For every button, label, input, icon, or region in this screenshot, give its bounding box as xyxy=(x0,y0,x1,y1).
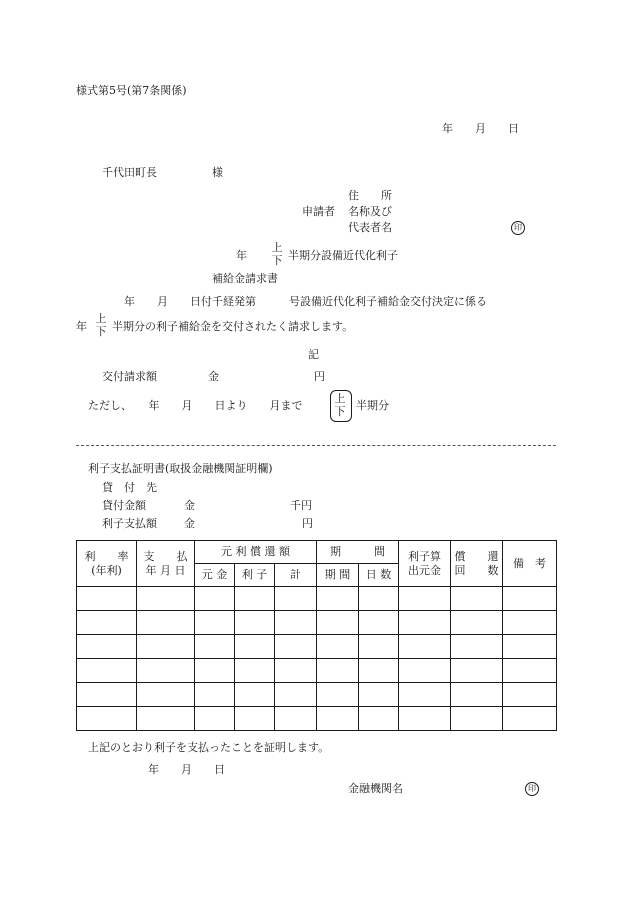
table-cell[interactable] xyxy=(359,587,399,611)
table-cell[interactable] xyxy=(317,659,359,683)
table-cell[interactable] xyxy=(503,611,557,635)
proviso-lower: 下 xyxy=(334,405,346,418)
applicant-seal: 印 xyxy=(511,221,525,235)
proviso-text: ただし、 年 月 日より 月まで xyxy=(88,399,303,412)
table-cell[interactable] xyxy=(195,635,235,659)
cert-interest-label: 利子支払額 xyxy=(102,517,157,530)
cert-title: 利子支払証明書(取扱金融機関証明欄) xyxy=(88,462,273,475)
table-cell[interactable] xyxy=(137,683,195,707)
table-cell[interactable] xyxy=(275,707,317,731)
body-line2-year: 年 xyxy=(76,320,87,333)
header-remarks: 備 考 xyxy=(503,541,557,587)
table-cell[interactable] xyxy=(359,707,399,731)
table-body xyxy=(77,587,557,731)
table-cell[interactable] xyxy=(77,659,137,683)
table-row xyxy=(77,611,557,635)
table-cell[interactable] xyxy=(399,707,451,731)
interest-table xyxy=(76,540,557,731)
applicant-rep: 代表者名 xyxy=(348,221,392,234)
table-cell[interactable] xyxy=(399,587,451,611)
table-row xyxy=(77,659,557,683)
table-cell[interactable] xyxy=(359,611,399,635)
header-pay-sub: 年 月 日 xyxy=(145,563,186,577)
form-number: 様式第5号(第7条関係) xyxy=(76,84,187,97)
table-cell[interactable] xyxy=(359,659,399,683)
table-cell[interactable] xyxy=(451,659,503,683)
title-half-stack xyxy=(270,241,284,267)
table-cell[interactable] xyxy=(137,659,195,683)
separator-line xyxy=(76,445,556,446)
table-cell[interactable] xyxy=(399,611,451,635)
header-pay-label: 支 払 xyxy=(143,549,188,563)
table-cell[interactable] xyxy=(503,707,557,731)
table-cell[interactable] xyxy=(77,611,137,635)
date-top: 年 月 日 xyxy=(442,122,519,135)
body-upper: 上 xyxy=(95,312,107,325)
cert-interest-kin: 金 xyxy=(184,517,195,530)
body-half-stack xyxy=(94,312,108,338)
sub-principal: 元 金 xyxy=(195,564,235,587)
cert-loan-label: 貸付金額 xyxy=(102,499,146,512)
table-row xyxy=(77,635,557,659)
cert-loan-unit: 千円 xyxy=(290,499,312,512)
table-cell[interactable] xyxy=(275,635,317,659)
table-cell[interactable] xyxy=(77,587,137,611)
table-cell[interactable] xyxy=(399,683,451,707)
table-cell[interactable] xyxy=(317,611,359,635)
title-year: 年 xyxy=(236,249,247,262)
table-cell[interactable] xyxy=(275,683,317,707)
header-count xyxy=(451,541,503,587)
title-text2: 補給金請求書 xyxy=(212,272,278,285)
table-cell[interactable] xyxy=(235,707,275,731)
body-line2-text: 半期分の利子補給金を交付されたく請求します。 xyxy=(112,320,354,333)
footer-seal: 印 xyxy=(525,782,539,796)
table-cell[interactable] xyxy=(195,683,235,707)
proviso-suffix: 半期分 xyxy=(356,399,389,412)
sub-period: 期 間 xyxy=(317,564,359,587)
header-calc xyxy=(399,541,451,587)
table-row xyxy=(77,683,557,707)
table-cell[interactable] xyxy=(195,587,235,611)
table-cell[interactable] xyxy=(503,683,557,707)
proviso-half-stack xyxy=(333,392,347,418)
table-cell[interactable] xyxy=(137,707,195,731)
header-period: 期 間 xyxy=(317,541,399,564)
table-cell[interactable] xyxy=(275,587,317,611)
table-cell[interactable] xyxy=(195,659,235,683)
title-lower: 下 xyxy=(271,254,283,267)
header-rate xyxy=(77,541,137,587)
table-cell[interactable] xyxy=(77,707,137,731)
sub-days: 日 数 xyxy=(359,564,399,587)
cert-loan-kin: 金 xyxy=(184,499,195,512)
table-cell[interactable] xyxy=(235,683,275,707)
table-cell[interactable] xyxy=(235,635,275,659)
table-cell[interactable] xyxy=(451,635,503,659)
table-cell[interactable] xyxy=(235,611,275,635)
table-cell[interactable] xyxy=(235,587,275,611)
header-rate-sub: (年利) xyxy=(91,563,122,577)
table-cell[interactable] xyxy=(275,611,317,635)
sub-total: 計 xyxy=(275,564,317,587)
table-row xyxy=(77,707,557,731)
header-repay: 元 利 償 還 額 xyxy=(195,541,317,564)
table-cell[interactable] xyxy=(451,683,503,707)
request-label: 交付請求額 xyxy=(102,370,157,383)
applicant-label: 申請者 xyxy=(302,205,335,218)
title-upper: 上 xyxy=(271,241,283,254)
table-cell[interactable] xyxy=(503,635,557,659)
table-cell[interactable] xyxy=(451,587,503,611)
sub-interest: 利 子 xyxy=(235,564,275,587)
table-cell[interactable] xyxy=(137,587,195,611)
table-cell[interactable] xyxy=(77,683,137,707)
table-cell[interactable] xyxy=(451,611,503,635)
header-rate-label: 利 率 xyxy=(84,549,129,563)
header-pay xyxy=(137,541,195,587)
table-cell[interactable] xyxy=(359,635,399,659)
table-cell[interactable] xyxy=(77,635,137,659)
addressee: 千代田町長 様 xyxy=(102,166,223,179)
table-row xyxy=(77,587,557,611)
body-lower: 下 xyxy=(95,325,107,338)
table-cell[interactable] xyxy=(317,587,359,611)
footer-statement: 上記のとおり利子を支払ったことを証明します。 xyxy=(88,741,330,754)
header-count-label: 償 還 xyxy=(454,549,499,563)
table-cell[interactable] xyxy=(275,659,317,683)
table-cell[interactable] xyxy=(195,707,235,731)
table-cell[interactable] xyxy=(399,635,451,659)
table-cell[interactable] xyxy=(503,587,557,611)
table-cell[interactable] xyxy=(503,659,557,683)
table-cell[interactable] xyxy=(317,635,359,659)
table-cell[interactable] xyxy=(137,635,195,659)
table-cell[interactable] xyxy=(317,683,359,707)
table-cell[interactable] xyxy=(359,683,399,707)
table-cell[interactable] xyxy=(451,707,503,731)
header-calc-label: 利子算 xyxy=(408,549,442,563)
table-cell[interactable] xyxy=(235,659,275,683)
footer-bank: 金融機関名 xyxy=(348,782,403,795)
footer-date: 年 月 日 xyxy=(148,763,225,776)
header-calc-sub: 出元金 xyxy=(408,563,442,577)
title-text1: 半期分設備近代化利子 xyxy=(288,249,398,262)
proviso-upper: 上 xyxy=(334,392,346,405)
header-count-sub: 回 数 xyxy=(454,563,499,577)
request-yen: 円 xyxy=(314,370,325,383)
cert-lender: 貸 付 先 xyxy=(102,481,157,494)
request-kin: 金 xyxy=(208,370,219,383)
body-line1: 年 月 日付千経発第 号設備近代化利子補給金交付決定に係る xyxy=(124,295,487,308)
table-cell[interactable] xyxy=(195,611,235,635)
applicant-address: 住 所 xyxy=(348,189,392,202)
table-cell[interactable] xyxy=(399,659,451,683)
cert-interest-unit: 円 xyxy=(302,517,313,530)
table-cell[interactable] xyxy=(317,707,359,731)
applicant-name: 名称及び xyxy=(348,205,392,218)
ki-label: 記 xyxy=(308,348,319,361)
table-cell[interactable] xyxy=(137,611,195,635)
